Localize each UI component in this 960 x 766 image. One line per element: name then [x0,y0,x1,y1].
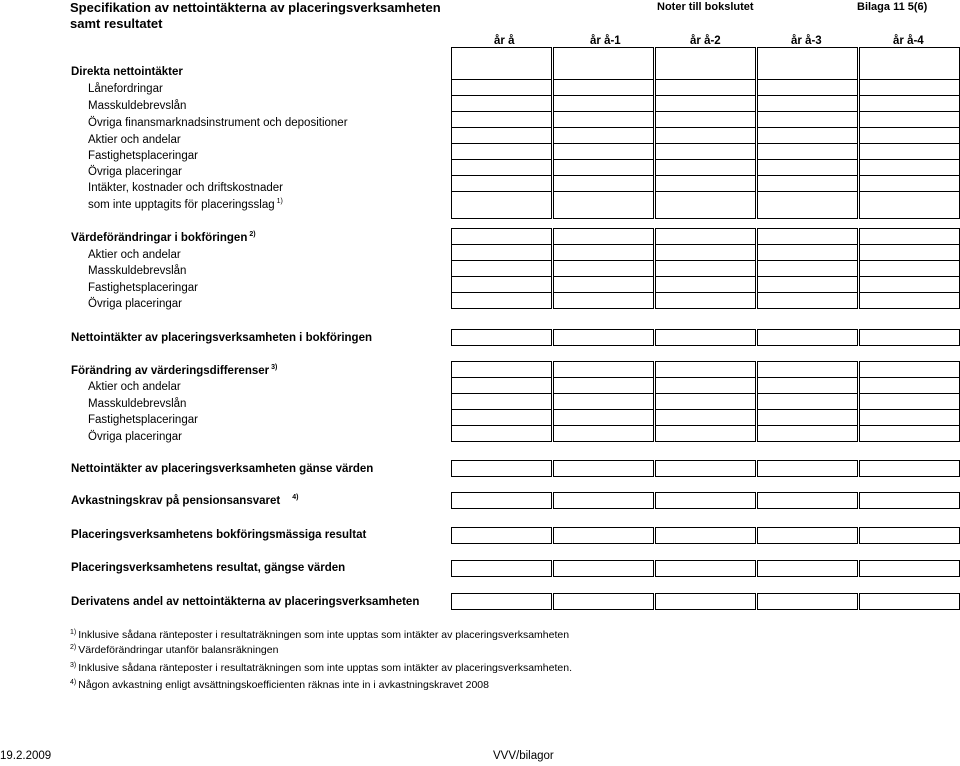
value-cell[interactable] [553,492,654,509]
value-cell[interactable] [757,79,858,96]
footer-date: 19.2.2009 [0,750,52,762]
value-cell[interactable] [451,127,552,144]
value-cell[interactable] [655,79,756,96]
value-cell[interactable] [757,460,858,477]
value-cell[interactable] [655,191,756,219]
value-cell[interactable] [451,159,552,176]
value-cell[interactable] [757,159,858,176]
footnote-mark: 4) [70,679,77,686]
value-cell[interactable] [655,560,756,577]
footnote-4 [70,679,489,691]
value-cell[interactable] [451,492,552,509]
result-book-title: Placeringsverksamhetens bokföringsmässiga resultat [71,529,367,541]
value-cell[interactable] [553,361,654,378]
value-cell[interactable] [655,425,756,442]
value-cell[interactable] [757,393,858,410]
value-cell[interactable] [655,329,756,346]
value-cell[interactable] [553,260,654,277]
value-cell[interactable] [859,527,960,544]
value-cell[interactable] [451,593,552,610]
value-cell[interactable] [757,191,858,219]
value-cell[interactable] [451,191,552,219]
value-cell[interactable] [553,292,654,309]
value-cell[interactable] [655,244,756,261]
value-cell[interactable] [655,63,756,80]
value-cell[interactable] [655,143,756,160]
value-cell[interactable] [553,460,654,477]
value-cell[interactable] [859,329,960,346]
footnote-ref: 4) [292,494,299,501]
value-cell[interactable] [655,292,756,309]
value-cell[interactable] [859,127,960,144]
yield-title-text: Avkastningskrav på pensionsansvaret [71,495,281,507]
footnote-2 [70,644,278,656]
value-cell[interactable] [757,228,858,245]
value-cell[interactable] [451,560,552,577]
value-cell[interactable] [757,63,858,80]
value-cell[interactable] [655,393,756,410]
value-cell[interactable] [859,409,960,426]
row-label: Fastighetsplaceringar [88,150,198,162]
appendix-label: Bilaga 11 5(6) [857,1,928,13]
row-label: Aktier och andelar [88,381,181,393]
section-changes-title [71,231,256,244]
value-cell[interactable] [757,260,858,277]
value-cell[interactable] [757,377,858,394]
value-cell[interactable] [859,361,960,378]
value-cell[interactable] [553,191,654,219]
yield-title [71,494,298,507]
value-cell[interactable] [655,175,756,192]
value-cell[interactable] [859,425,960,442]
value-cell[interactable] [451,361,552,378]
value-cell[interactable] [451,393,552,410]
value-cell[interactable] [655,95,756,112]
value-cell[interactable] [451,329,552,346]
currency-cell [655,47,756,64]
value-cell[interactable] [757,492,858,509]
value-cell[interactable] [451,111,552,128]
value-cell[interactable] [451,175,552,192]
row-label: Masskuldebrevslån [88,398,187,410]
value-cell[interactable] [553,95,654,112]
row-label: Masskuldebrevslån [88,265,187,277]
value-cell[interactable] [655,492,756,509]
currency-cell [553,47,654,64]
value-cell[interactable] [655,111,756,128]
row-label: Aktier och andelar [88,134,181,146]
value-cell[interactable] [859,63,960,80]
value-cell[interactable] [553,63,654,80]
value-cell[interactable] [859,244,960,261]
value-cell[interactable] [655,409,756,426]
section-valuation-title [71,364,277,377]
section-direct-title: Direkta nettointäkter [71,66,183,78]
value-cell[interactable] [451,95,552,112]
value-cell[interactable] [757,244,858,261]
value-cell[interactable] [859,492,960,509]
value-cell[interactable] [859,260,960,277]
footnote-1 [70,629,569,641]
footnote-mark: 1) [70,629,77,636]
footnote-text: Inklusive sådana ränteposter i resultaträkningen som inte upptas som intäkter av placeringsverksamheten [78,629,570,641]
footnote-3 [70,662,572,674]
value-cell[interactable] [757,175,858,192]
value-cell[interactable] [757,593,858,610]
value-cell[interactable] [859,560,960,577]
page-title: Specifikation av nettointäkterna av placeringsverksamheten [70,0,441,15]
value-cell[interactable] [553,175,654,192]
value-cell[interactable] [553,159,654,176]
value-cell[interactable] [553,143,654,160]
year-header-0: år å [494,35,515,47]
result-fair-title: Placeringsverksamhetens resultat, gängse värden [71,562,346,574]
value-cell[interactable] [655,593,756,610]
value-cell[interactable] [859,377,960,394]
value-cell[interactable] [859,276,960,293]
value-cell[interactable] [859,228,960,245]
year-header-4: år å-4 [893,35,924,47]
footnote-ref: 2) [249,231,256,238]
row-label [88,198,283,211]
value-cell[interactable] [451,460,552,477]
value-cell[interactable] [757,527,858,544]
value-cell[interactable] [859,175,960,192]
value-cell[interactable] [451,292,552,309]
value-cell[interactable] [451,228,552,245]
value-cell[interactable] [757,560,858,577]
value-cell[interactable] [553,393,654,410]
row-label: Aktier och andelar [88,249,181,261]
value-cell[interactable] [553,377,654,394]
value-cell[interactable] [655,276,756,293]
footnote-ref: 1) [276,198,283,205]
value-cell[interactable] [451,377,552,394]
value-cell[interactable] [451,260,552,277]
value-cell[interactable] [757,329,858,346]
year-header-3: år å-3 [791,35,822,47]
value-cell[interactable] [859,79,960,96]
row-label: Övriga placeringar [88,298,182,310]
footnote-text: Värdeförändringar utanför balansräkningen [78,644,279,656]
row-label-text: som inte upptagits för placeringsslag [88,199,275,211]
value-cell[interactable] [451,527,552,544]
page-title-line2: samt resultatet [70,16,163,31]
value-cell[interactable] [451,244,552,261]
value-cell[interactable] [451,276,552,293]
notes-label: Noter till bokslutet [657,1,754,13]
section-valuation-title-text: Förändring av värderingsdifferenser [71,365,270,377]
currency-cell [757,47,858,64]
value-cell[interactable] [859,292,960,309]
value-cell[interactable] [655,228,756,245]
value-cell[interactable] [553,127,654,144]
row-label: Övriga finansmarknadsinstrument och depositioner [88,117,348,129]
value-cell[interactable] [553,228,654,245]
value-cell[interactable] [655,460,756,477]
value-cell[interactable] [859,191,960,219]
value-cell[interactable] [859,95,960,112]
footnote-mark: 2) [70,644,77,651]
value-cell[interactable] [757,127,858,144]
value-cell[interactable] [859,460,960,477]
row-label: Masskuldebrevslån [88,100,187,112]
row-label: Övriga placeringar [88,166,182,178]
row-label: Övriga placeringar [88,431,182,443]
value-cell[interactable] [553,329,654,346]
footnote-text: Inklusive sådana ränteposter i resultaträkningen som inte upptas som intäkter av placeringsverksamheten. [78,662,572,674]
value-cell[interactable] [655,377,756,394]
footnote-mark: 3) [70,662,77,669]
row-label: Intäkter, kostnader och driftskostnader [88,182,283,194]
value-cell[interactable] [553,111,654,128]
value-cell[interactable] [553,79,654,96]
section-changes-title-text: Värdeförändringar i bokföringen [71,232,248,244]
value-cell[interactable] [553,527,654,544]
value-cell[interactable] [451,63,552,80]
value-cell[interactable] [655,159,756,176]
row-label: Fastighetsplaceringar [88,282,198,294]
footnote-ref: 3) [271,364,278,371]
value-cell[interactable] [757,143,858,160]
value-cell[interactable] [757,292,858,309]
currency-cell [451,47,552,64]
footnote-text: Någon avkastning enligt avsättningskoefficienten räknas inte in i avkastningskravet 2008 [78,679,489,691]
value-cell[interactable] [655,127,756,144]
value-cell[interactable] [757,409,858,426]
value-cell[interactable] [553,244,654,261]
row-label: Lånefordringar [88,83,163,95]
value-cell[interactable] [859,143,960,160]
value-cell[interactable] [451,143,552,160]
value-cell[interactable] [451,79,552,96]
value-cell[interactable] [757,361,858,378]
value-cell[interactable] [553,593,654,610]
currency-cell [859,47,960,64]
net-fair-title: Nettointäkter av placeringsverksamheten gänse värden [71,463,374,475]
value-cell[interactable] [859,593,960,610]
value-cell[interactable] [757,111,858,128]
value-cell[interactable] [655,527,756,544]
value-cell[interactable] [451,409,552,426]
value-cell[interactable] [451,425,552,442]
net-book-title: Nettointäkter av placeringsverksamheten i bokföringen [71,332,373,344]
value-cell[interactable] [553,560,654,577]
year-header-2: år å-2 [690,35,721,47]
value-cell[interactable] [757,276,858,293]
value-cell[interactable] [655,260,756,277]
year-header-1: år å-1 [590,35,621,47]
value-cell[interactable] [655,361,756,378]
value-cell[interactable] [553,276,654,293]
value-cell[interactable] [859,159,960,176]
value-cell[interactable] [859,111,960,128]
value-cell[interactable] [757,95,858,112]
value-cell[interactable] [757,425,858,442]
value-cell[interactable] [553,425,654,442]
value-cell[interactable] [859,393,960,410]
footer-path: VVV/bilagor [493,750,554,762]
derivatives-title: Derivatens andel av nettointäkterna av placeringsverksamheten [71,596,420,608]
row-label: Fastighetsplaceringar [88,414,198,426]
value-cell[interactable] [553,409,654,426]
